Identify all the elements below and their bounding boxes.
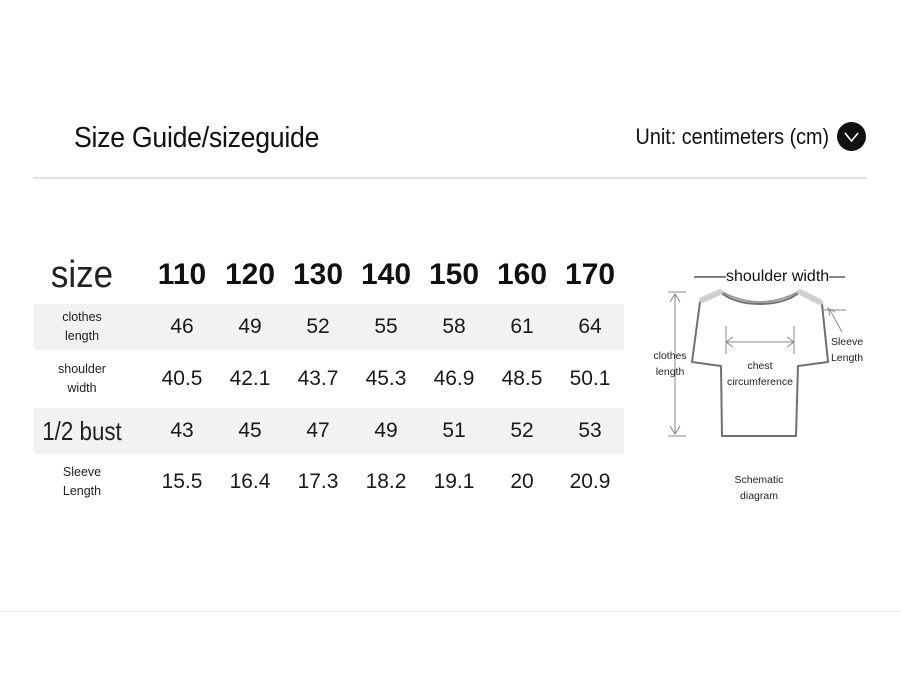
header-divider	[33, 177, 867, 179]
size-cell: 170	[564, 258, 616, 291]
row-label-line: Sleeve	[62, 465, 102, 479]
row-label-shoulder-width	[34, 360, 130, 398]
unit-label: Unit: centimeters (cm)	[635, 124, 829, 149]
size-cell: 160	[496, 258, 548, 291]
table-cell: 18.2	[365, 470, 407, 493]
clothes-length-line: length	[655, 366, 685, 378]
table-cell: 46	[170, 315, 194, 338]
size-header-label: size	[50, 254, 114, 296]
table-cell: 46.9	[433, 367, 475, 390]
caption-line: Schematic	[734, 474, 784, 486]
shoulder-width-label: ——shoulder width—	[694, 268, 846, 285]
row-label-clothes-length	[34, 308, 130, 346]
row-label-line: Length	[62, 484, 102, 498]
row-label-half-bust: 1/2 bust	[42, 416, 122, 446]
table-cell: 61	[510, 315, 534, 338]
table-cell: 45.3	[365, 367, 407, 390]
sleeve-length-line: Length	[830, 352, 864, 364]
table-cell: 43.7	[297, 367, 339, 390]
row-label-line: clothes	[62, 310, 102, 324]
table-cell: 49	[238, 315, 262, 338]
size-header-cells	[148, 246, 624, 304]
row-cells	[148, 304, 624, 350]
table-cell: 17.3	[297, 470, 339, 493]
size-cell: 150	[428, 258, 480, 291]
table-cell: 58	[442, 315, 466, 338]
sleeve-length-line: Sleeve	[830, 336, 864, 348]
footer-divider	[0, 611, 901, 612]
table-cell: 19.1	[433, 470, 475, 493]
row-label-line: shoulder	[58, 362, 106, 376]
table-cell: 50.1	[569, 367, 611, 390]
table-cell: 45	[238, 419, 262, 442]
row-cells	[148, 408, 624, 454]
chest-line: chest	[747, 360, 773, 372]
chest-line: circumference	[727, 376, 793, 388]
size-cell: 140	[360, 258, 412, 291]
table-cell: 55	[374, 315, 398, 338]
row-label-sleeve-length	[34, 463, 130, 501]
table-cell: 40.5	[161, 367, 203, 390]
size-table	[34, 246, 624, 510]
table-cell: 43	[170, 419, 194, 442]
row-label-line: width	[67, 381, 97, 395]
table-row	[34, 304, 624, 350]
schematic-diagram	[650, 262, 870, 512]
table-cell: 47	[306, 419, 330, 442]
caption-line: diagram	[740, 490, 778, 502]
page-title: Size Guide/sizeguide	[74, 122, 320, 154]
clothes-length-line: clothes	[653, 350, 687, 362]
table-cell: 20	[510, 470, 534, 493]
table-cell: 42.1	[229, 367, 271, 390]
table-cell: 20.9	[569, 470, 611, 493]
table-cell: 52	[510, 419, 534, 442]
table-cell: 49	[374, 419, 398, 442]
chevron-down-circle-icon[interactable]	[837, 122, 866, 151]
table-cell: 64	[578, 315, 602, 338]
table-cell: 15.5	[161, 470, 203, 493]
table-cell: 53	[578, 419, 602, 442]
size-cell: 120	[224, 258, 276, 291]
chest-label	[720, 358, 800, 390]
table-row	[34, 350, 624, 408]
table-cell: 48.5	[501, 367, 543, 390]
row-label-line: length	[64, 329, 100, 343]
row-cells	[148, 454, 624, 510]
size-cell: 130	[292, 258, 344, 291]
table-cell: 16.4	[229, 470, 271, 493]
clothes-length-label	[650, 348, 690, 380]
diagram-caption	[724, 472, 794, 504]
table-cell: 52	[306, 315, 330, 338]
row-cells	[148, 350, 624, 408]
table-header-row	[34, 246, 624, 304]
size-cell: 110	[157, 258, 207, 291]
table-row	[34, 408, 624, 454]
table-cell: 51	[442, 419, 466, 442]
sleeve-length-label	[828, 334, 866, 366]
table-row	[34, 454, 624, 510]
